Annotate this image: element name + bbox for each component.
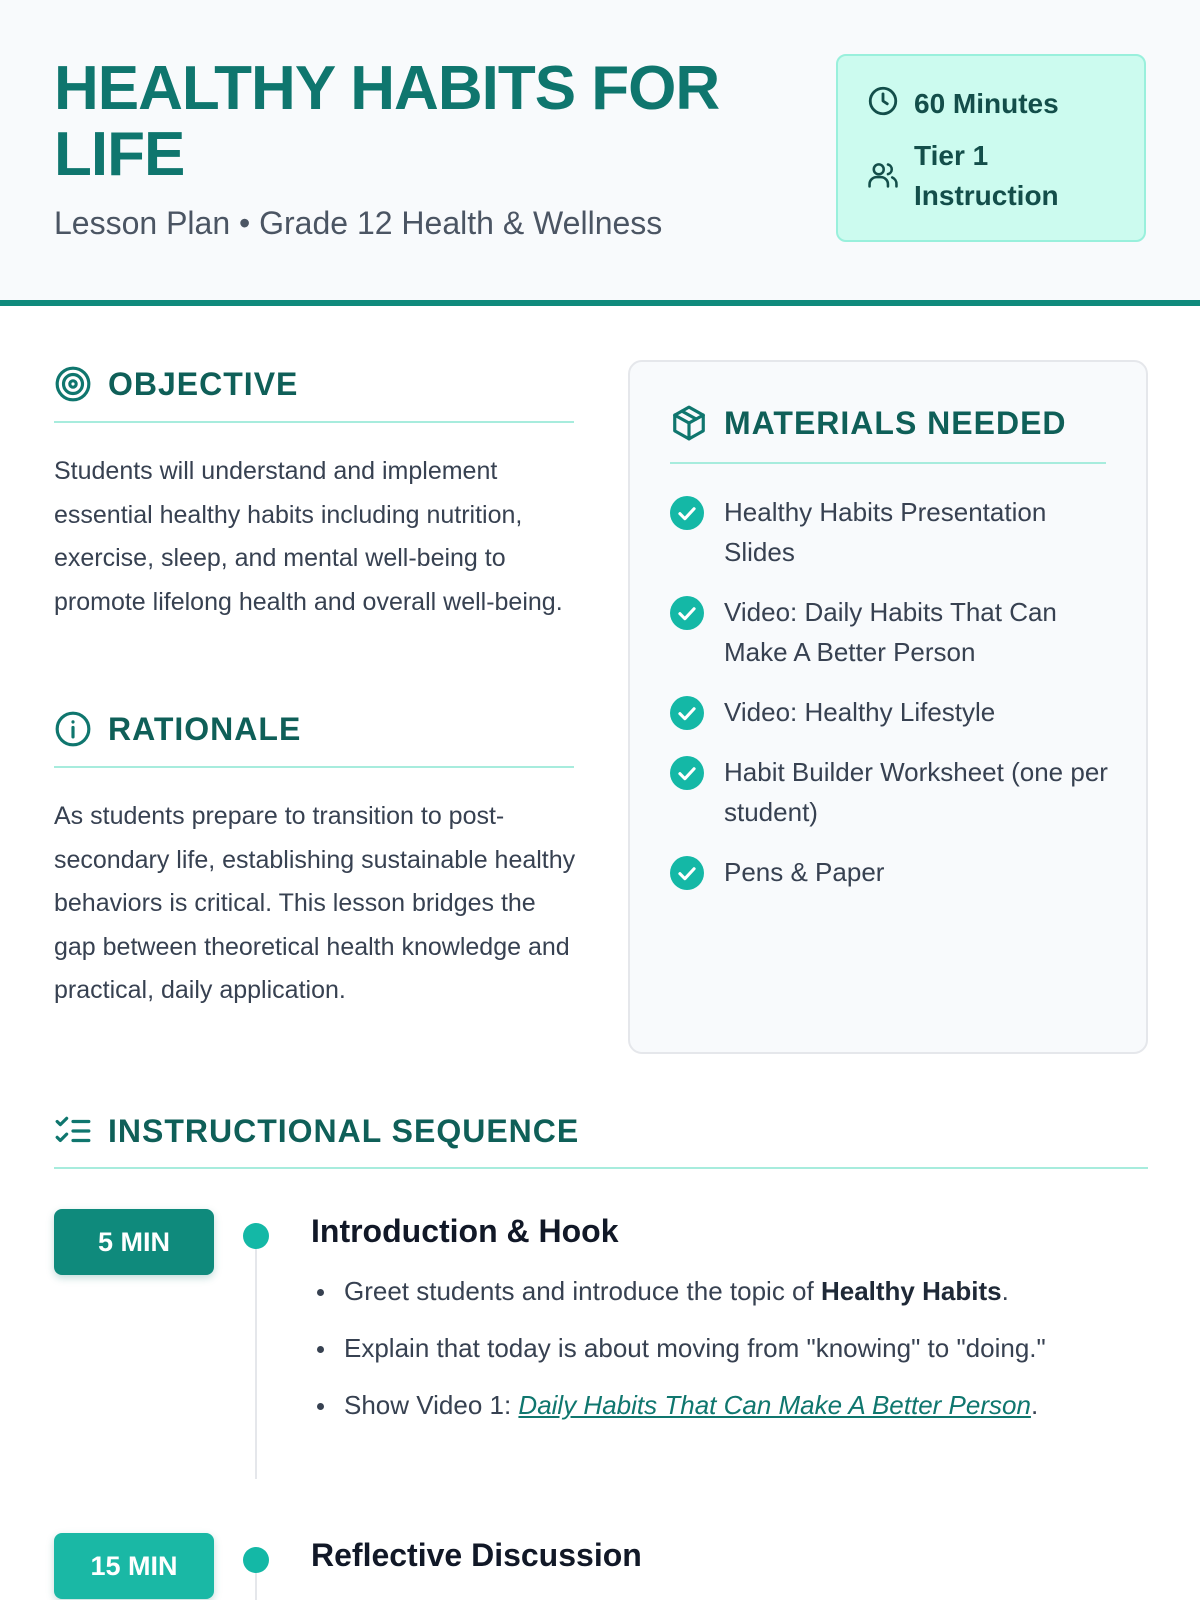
objective-heading [54, 365, 298, 403]
header [0, 0, 1200, 300]
video-link[interactable]: Daily Habits That Can Make A Better Person [518, 1390, 1031, 1420]
lesson-info-box [836, 54, 1146, 242]
tier-label: Tier 1 Instruction [914, 140, 1059, 211]
materials-rule [670, 462, 1106, 464]
rationale-heading [54, 710, 301, 748]
duration-row [866, 84, 1059, 124]
material-label: Video: Daily Habits That Can Make A Better Person [724, 597, 1057, 667]
bullet-text: Show Video 1: [344, 1390, 519, 1420]
rationale-text: As students prepare to transition to post-secondary life, establishing sustainable healthy behaviors is critical. This lesson bridges the gap between theoretical health knowledge and practical, daily application. [54, 802, 576, 1004]
page-title: HEALTHY HABITS FOR LIFE [54, 54, 720, 189]
bullet-item [311, 1328, 1046, 1368]
materials-title: MATERIALS NEEDED [724, 404, 1067, 441]
material-label: Healthy Habits Presentation Slides [724, 497, 1047, 567]
info-icon [54, 710, 92, 748]
step-bullets [311, 1271, 1046, 1442]
materials-heading [670, 404, 1067, 442]
bullet-emphasis: Healthy Habits [820, 1276, 1002, 1306]
header-divider [0, 300, 1200, 306]
step-title: Introduction & Hook [311, 1213, 619, 1249]
bullet-item [311, 1271, 1046, 1311]
rationale-title: RATIONALE [108, 710, 302, 747]
clock-icon [866, 84, 900, 118]
material-item [670, 492, 1110, 572]
time-badge: 15 MIN [54, 1533, 214, 1599]
timeline-line [255, 1235, 257, 1479]
material-item [670, 852, 1110, 892]
package-icon [670, 404, 708, 442]
material-item [670, 752, 1110, 832]
page-subtitle: Lesson Plan • Grade 12 Health & Wellness [54, 205, 663, 241]
rationale-rule [54, 766, 574, 768]
time-badge: 5 MIN [54, 1209, 214, 1275]
timeline-dot [243, 1223, 269, 1249]
objective-rule [54, 421, 574, 423]
check-circle-icon [670, 496, 704, 530]
bullet-text: Greet students and introduce the topic of [344, 1276, 821, 1306]
step-title: Reflective Discussion [311, 1537, 642, 1573]
bullet-text: Explain that today is about moving from "knowing" to "doing." [344, 1333, 1046, 1363]
list-checks-icon [54, 1112, 92, 1150]
material-label: Video: Healthy Lifestyle [724, 697, 996, 727]
materials-card [628, 360, 1148, 1054]
material-label: Pens & Paper [724, 857, 885, 887]
duration-label: 60 Minutes [914, 88, 1059, 119]
check-circle-icon [670, 696, 704, 730]
bullet-item [311, 1385, 1046, 1425]
timeline-dot [243, 1547, 269, 1573]
check-circle-icon [670, 856, 704, 890]
sequence-heading [54, 1112, 579, 1150]
tier-row [866, 136, 1066, 216]
objective-title: OBJECTIVE [108, 365, 299, 402]
bullet-punct: . [1030, 1390, 1039, 1420]
users-icon [866, 158, 900, 192]
check-circle-icon [670, 596, 704, 630]
material-item [670, 692, 1110, 732]
material-label: Habit Builder Worksheet (one per student) [724, 757, 1108, 827]
check-circle-icon [670, 756, 704, 790]
sequence-title: INSTRUCTIONAL SEQUENCE [108, 1112, 580, 1149]
material-item [670, 592, 1110, 672]
sequence-rule [54, 1167, 1148, 1169]
target-icon [54, 365, 92, 403]
bullet-punct: . [1001, 1276, 1009, 1306]
objective-text: Students will understand and implement essential healthy habits including nutrition, exercise, sleep, and mental well-being to promote lifelong health and overall well-being. [54, 457, 563, 616]
